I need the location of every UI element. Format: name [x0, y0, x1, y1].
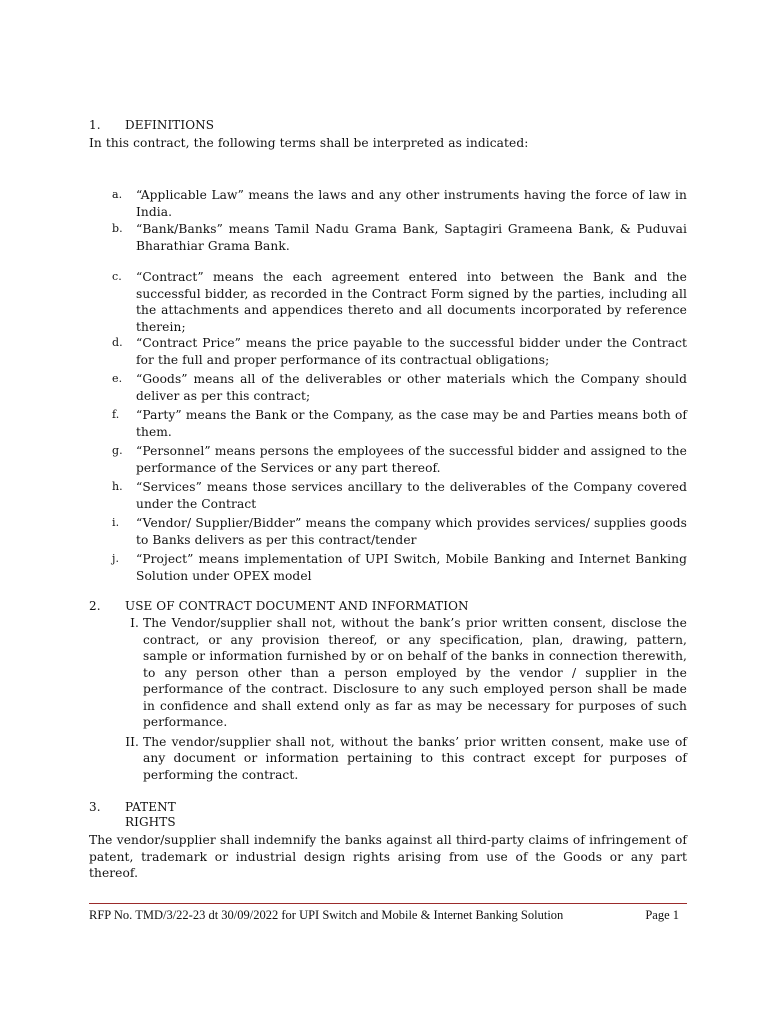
item-text: “Project” means implementation of UPI Switch, Mobile Banking and Internet Banking Solution under OPEX model — [136, 552, 687, 583]
page-footer — [89, 908, 687, 923]
item-marker: e. — [112, 372, 123, 385]
contract-document-list — [117, 615, 687, 783]
definitions-list-cj — [106, 269, 687, 584]
list-item — [106, 443, 687, 476]
item-text: “Vendor/ Supplier/Bidder” means the company which provides services/ supplies goods to Banks delivers as per this contract/tender — [136, 516, 687, 547]
section-title: DEFINITIONS — [125, 118, 215, 132]
item-marker: g. — [112, 444, 123, 457]
item-marker: i. — [112, 516, 120, 529]
list-item — [106, 551, 687, 584]
footer-divider — [89, 903, 687, 904]
footer-rfp-reference: RFP No. TMD/3/22-23 dt 30/09/2022 for UPI Switch and Mobile & Internet Banking Solution — [89, 908, 564, 922]
definitions-list-ab — [106, 187, 687, 254]
section-1-intro: In this contract, the following terms shall be interpreted as indicated: — [89, 136, 529, 150]
list-item — [106, 371, 687, 404]
item-text: The Vendor/supplier shall not, without the bank’s prior written consent, disclose the contract, or any provision thereof, or any specification, plan, drawing, pattern, sample or information furnished by or on behalf of the banks in connection therewith, to any person other than a person employed by the vendor / supplier in the performance of the contract. Disclosure to any such employed person shall be made in confidence and shall extend only as far as may be necessary for purposes of such performance. — [143, 616, 687, 729]
list-item — [106, 407, 687, 440]
section-title: PATENT — [125, 800, 176, 814]
item-text: “Contract” means the each agreement entered into between the Bank and the successful bidder, as recorded in the Contract Form signed by the parties, including all the attachments and appendices thereto and all documents incorporated by reference therein; — [136, 270, 687, 334]
item-marker: b. — [112, 222, 123, 235]
section-title: USE OF CONTRACT DOCUMENT AND INFORMATION — [125, 599, 469, 613]
list-item — [117, 615, 687, 731]
list-item — [106, 221, 687, 254]
section-number: 3. — [89, 800, 101, 814]
item-text: “Goods” means all of the deliverables or other materials which the Company should deliver as per this contract; — [136, 372, 687, 403]
item-marker: I. — [130, 616, 139, 630]
list-item — [106, 187, 687, 220]
item-marker: d. — [112, 336, 123, 349]
item-text: The vendor/supplier shall not, without the banks’ prior written consent, make use of any document or information pertaining to this contract except for purposes of performing the contract. — [143, 734, 687, 782]
item-marker: c. — [112, 270, 122, 283]
section-2-heading — [89, 598, 469, 615]
section-number: 1. — [89, 118, 101, 132]
list-item — [106, 515, 687, 548]
page-number: Page 1 — [645, 908, 679, 922]
item-marker: h. — [112, 480, 123, 493]
item-text: “Applicable Law” means the laws and any other instruments having the force of law in India. — [136, 188, 687, 219]
item-marker: f. — [112, 408, 120, 421]
list-item — [106, 335, 687, 368]
item-text: “Bank/Banks” means Tamil Nadu Grama Bank, Saptagiri Grameena Bank, & Puduvai Bharathiar Grama Bank. — [136, 222, 687, 253]
section-3-heading-line2: RIGHTS — [125, 815, 176, 829]
list-item — [117, 734, 687, 784]
item-text: “Contract Price” means the price payable to the successful bidder under the Contract for the full and proper performance of its contractual obligations; — [136, 336, 687, 367]
item-marker: a. — [112, 188, 123, 201]
item-text: “Party” means the Bank or the Company, as the case may be and Parties means both of them. — [136, 408, 687, 439]
section-1-heading — [89, 117, 214, 134]
patent-rights-paragraph: The vendor/supplier shall indemnify the banks against all third-party claims of infringement of patent, trademark or industrial design rights arising from use of the Goods or any part thereof. — [89, 833, 687, 880]
section-number: 2. — [89, 599, 101, 613]
item-marker: II. — [125, 734, 139, 749]
item-text: “Services” means those services ancillary to the deliverables of the Company covered under the Contract — [136, 480, 687, 511]
item-marker: j. — [112, 552, 120, 565]
list-item — [106, 269, 687, 335]
list-item — [106, 479, 687, 512]
item-text: “Personnel” means persons the employees of the successful bidder and assigned to the performance of the Services or any part thereof. — [136, 444, 687, 475]
